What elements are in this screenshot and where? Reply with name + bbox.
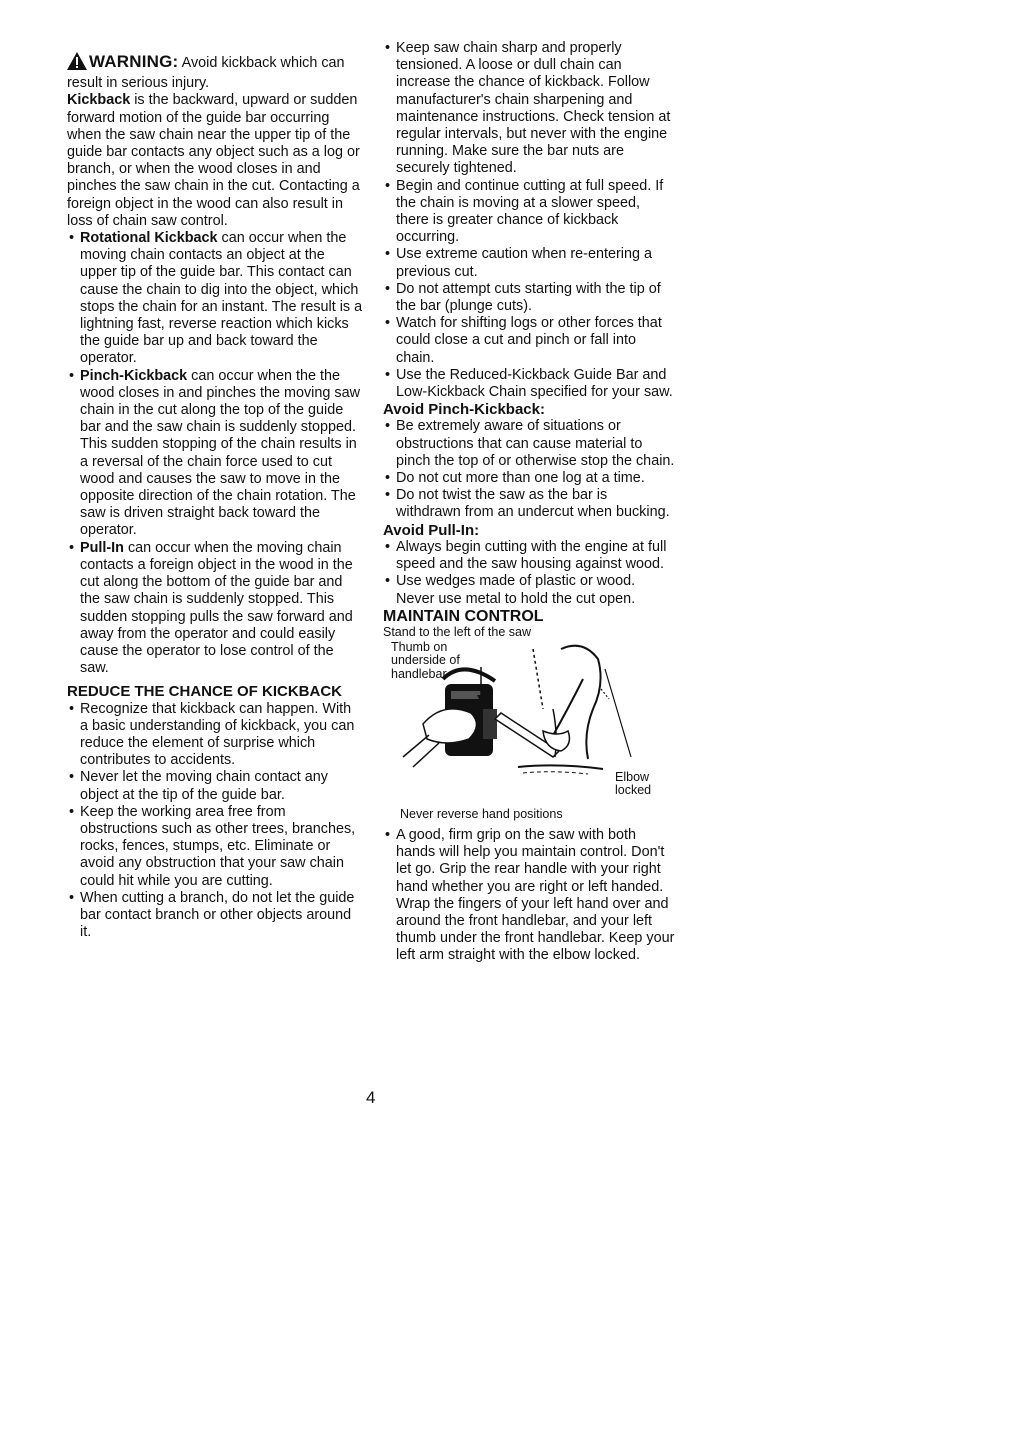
kickback-term: Kickback bbox=[67, 92, 131, 109]
list-item: • Begin and continue cutting at full speed. If the chain is moving at a slower speed, there is greater chance of kickback occurring. bbox=[383, 178, 675, 247]
kickback-type-term: Pinch-Kickback bbox=[80, 367, 188, 384]
avoid-pull-list bbox=[383, 539, 675, 608]
kickback-type-term: Pull-In bbox=[80, 539, 124, 556]
list-item: • Keep the working area free from obstructions such as other trees, branches, rocks, fences, stumps, etc. Eliminate or avoid any obstruction that your saw chain could hit while you are cutting. bbox=[67, 804, 363, 890]
list-item: • Do not attempt cuts starting with the tip of the bar (plunge cuts). bbox=[383, 281, 675, 315]
reduce-heading: REDUCE THE CHANCE OF KICKBACK bbox=[67, 683, 343, 701]
list-item: • Watch for shifting logs or other forces that could close a cut and pinch or fall into chain. bbox=[383, 315, 675, 367]
maintain-list bbox=[383, 827, 675, 965]
label-thumb: Thumb on underside of handlebar bbox=[391, 639, 460, 681]
list-item: • Keep saw chain sharp and properly tensioned. A loose or dull chain can increase the chance of kickback. Follow manufacturer's chain sharpening and maintenance instructions. Check tension at regular intervals, but never with the engine running. Make sure the bar nuts are securely tightened. bbox=[383, 40, 675, 178]
warning-text: Avoid kickback which can result in serious injury. bbox=[67, 55, 345, 92]
list-item: • Do not twist the saw as the bar is withdrawn from an undercut when bucking. bbox=[383, 487, 675, 521]
kickback-type-text: can occur when the the wood closes in and pinches the moving saw chain in the cut along the top of the guide bar and the saw chain is suddenly stopped. This sudden stopping of the chain results in a reversal of the chain force used to cut wood and causes the saw to move in the opposite direction of the chain rotation. The saw is driven straight back toward the operator. bbox=[80, 367, 360, 539]
warning-label: WARNING: bbox=[89, 52, 179, 71]
kickback-type-text: can occur when the moving chain contacts an object at the upper tip of the guide bar. This contact can cause the chain to dig into the object, which stops the chain for an instant. The result is a lightning fast, reverse reaction which kicks the guide bar up and back toward the operator. bbox=[80, 230, 363, 367]
avoid-pinch-heading: Avoid Pinch-Kickback: bbox=[383, 401, 545, 419]
right-column bbox=[383, 40, 675, 965]
kickback-type-text: can occur when the moving chain contacts a foreign object in the wood in the cut along the bottom of the guide bar and the saw chain is suddenly stopped. This sudden stopping pulls the saw forward and away from the operator and could easily cause the operator to lose control of the saw. bbox=[80, 539, 353, 677]
kickback-type-term: Rotational Kickback bbox=[80, 230, 218, 247]
list-item: • Use extreme caution when re-entering a previous cut. bbox=[383, 246, 675, 280]
list-item: • Recognize that kickback can happen. With a basic understanding of kickback, you can reduce the element of surprise which contributes to accidents. bbox=[67, 701, 363, 770]
figure-caption-bottom: Never reverse hand positions bbox=[400, 806, 563, 821]
kickback-definition bbox=[67, 92, 363, 230]
reduce-list-right bbox=[383, 40, 675, 401]
left-column bbox=[67, 40, 363, 941]
left-hand bbox=[423, 709, 477, 743]
warning-triangle-icon bbox=[67, 52, 87, 75]
kickback-types-list bbox=[67, 230, 363, 677]
list-item: • Be extremely aware of situations or obstructions that can cause material to pinch the top of or otherwise stop the chain. bbox=[383, 418, 675, 470]
list-item: • Always begin cutting with the engine at full speed and the saw housing against wood. bbox=[383, 539, 675, 573]
page-number: 4 bbox=[366, 1088, 376, 1107]
maintain-heading: MAINTAIN CONTROL bbox=[383, 607, 544, 625]
list-item: • Never let the moving chain contact any object at the tip of the guide bar. bbox=[67, 769, 363, 803]
list-item bbox=[67, 540, 363, 678]
list-item bbox=[67, 230, 363, 368]
list-item: • Do not cut more than one log at a time. bbox=[383, 470, 675, 487]
kickback-definition-text: is the backward, upward or sudden forward motion of the guide bar occurring when the saw chain near the upper tip of the guide bar contacts any object such as a log or branch, or when the wood closes in and pinches the saw chain in the cut. Contacting a foreign object in the wood can also result in loss of chain saw control. bbox=[67, 92, 360, 229]
figure-caption-top: Stand to the left of the saw bbox=[383, 624, 532, 639]
grip-illustration bbox=[383, 639, 675, 805]
avoid-pinch-list bbox=[383, 418, 675, 521]
list-item: • Use the Reduced-Kickback Guide Bar and Low-Kickback Chain specified for your saw. bbox=[383, 367, 675, 401]
label-elbow: Elbow locked bbox=[615, 769, 652, 798]
list-item: • When cutting a branch, do not let the guide bar contact branch or other objects around it. bbox=[67, 890, 363, 942]
list-item bbox=[67, 368, 363, 540]
list-item: • A good, firm grip on the saw with both hands will help you maintain control. Don't let go. Grip the rear handle with your right hand whether you are right or left handed. Wrap the fingers of your left hand over and around the front handlebar, and your left thumb under the front handlebar. Keep your left arm straight with the elbow locked. bbox=[383, 827, 675, 965]
avoid-pull-heading: Avoid Pull-In: bbox=[383, 521, 480, 539]
reduce-list-left bbox=[67, 701, 363, 942]
warning-paragraph bbox=[67, 52, 363, 92]
list-item: • Use wedges made of plastic or wood. Never use metal to hold the cut open. bbox=[383, 573, 675, 607]
